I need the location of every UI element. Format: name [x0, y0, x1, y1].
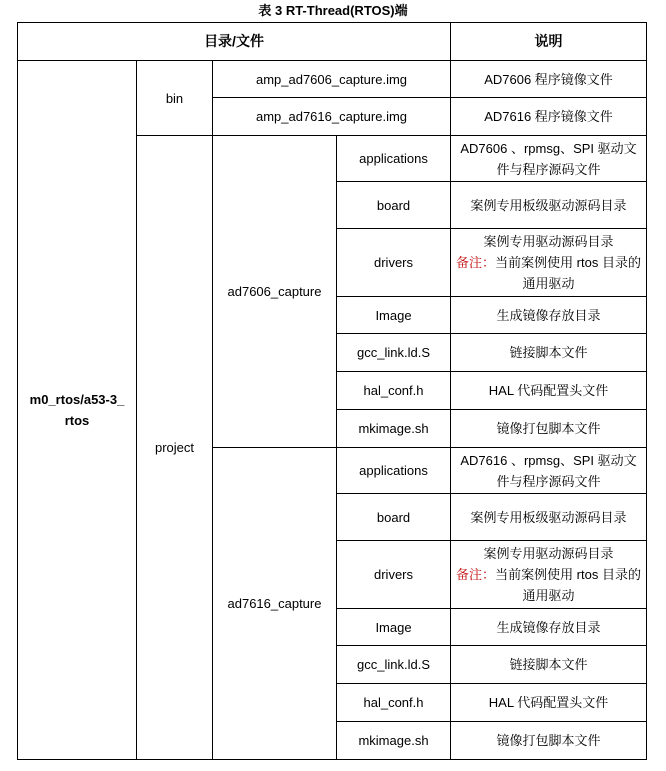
- item-name: drivers: [337, 229, 451, 297]
- item-desc: [451, 297, 647, 334]
- desc-note: [455, 564, 642, 606]
- item-name: drivers: [337, 541, 451, 609]
- item-name: board: [337, 494, 451, 541]
- item-desc: [451, 229, 647, 297]
- desc-text: 镜像打包脚本文件: [496, 733, 601, 748]
- desc-text: AD7616 、rpmsg、SPI 驱动文件与程序源码文件: [460, 452, 637, 489]
- table-row: [18, 61, 647, 98]
- desc-text: 案例专用板级驱动源码目录: [470, 197, 627, 213]
- item-desc: [451, 372, 647, 410]
- item-desc: [451, 609, 647, 646]
- desc-text: 案例专用板级驱动源码目录: [470, 509, 627, 525]
- item-desc: [451, 684, 647, 722]
- item-name: Image: [337, 609, 451, 646]
- desc-text: HAL 代码配置头文件: [488, 383, 609, 398]
- header-desc: 说明: [451, 23, 647, 61]
- bin-dir: bin: [137, 61, 213, 136]
- item-name: hal_conf.h: [337, 684, 451, 722]
- item-desc: [451, 722, 647, 760]
- item-desc: [451, 182, 647, 229]
- group-name: ad7616_capture: [213, 448, 337, 760]
- item-name: gcc_link.ld.S: [337, 334, 451, 372]
- item-desc: [451, 136, 647, 182]
- item-name: board: [337, 182, 451, 229]
- desc-text: 生成镜像存放目录: [496, 307, 601, 323]
- item-desc: [451, 448, 647, 494]
- header-dir: 目录/文件: [18, 23, 451, 61]
- item-desc: [451, 541, 647, 609]
- bin-file-desc: AD7606 程序镜像文件: [451, 61, 647, 98]
- desc-text: AD7606 、rpmsg、SPI 驱动文件与程序源码文件: [460, 140, 637, 177]
- desc-text: 案例专用驱动源码目录: [483, 234, 614, 249]
- desc-text: 生成镜像存放目录: [496, 619, 601, 635]
- group-name: ad7606_capture: [213, 136, 337, 448]
- project-dir: project: [137, 136, 213, 760]
- desc-text: 镜像打包脚本文件: [496, 421, 601, 436]
- item-name: gcc_link.ld.S: [337, 646, 451, 684]
- desc-text: 链接脚本文件: [509, 657, 588, 672]
- item-name: applications: [337, 448, 451, 494]
- note-label: 备注：: [456, 567, 496, 582]
- item-name: hal_conf.h: [337, 372, 451, 410]
- header-row: [18, 23, 647, 61]
- note-text: 当前案例使用 rtos 目录的通用驱动: [495, 567, 641, 603]
- root-dir: m0_rtos/a53-3_ rtos: [18, 61, 137, 760]
- note-label: 备注：: [456, 255, 496, 270]
- bin-file-name: amp_ad7616_capture.img: [213, 98, 451, 136]
- item-name: mkimage.sh: [337, 410, 451, 448]
- item-desc: [451, 410, 647, 448]
- bin-file-name: amp_ad7606_capture.img: [213, 61, 451, 98]
- item-desc: [451, 334, 647, 372]
- item-name: Image: [337, 297, 451, 334]
- directory-table: [17, 22, 647, 760]
- table-caption: 表 3 RT-Thread(RTOS)端: [258, 3, 408, 18]
- desc-text: 案例专用驱动源码目录: [483, 546, 614, 561]
- item-desc: [451, 646, 647, 684]
- item-desc: [451, 494, 647, 541]
- note-text: 当前案例使用 rtos 目录的通用驱动: [495, 255, 641, 291]
- desc-text: 链接脚本文件: [509, 345, 588, 360]
- item-name: applications: [337, 136, 451, 182]
- desc-text: HAL 代码配置头文件: [488, 695, 609, 710]
- item-name: mkimage.sh: [337, 722, 451, 760]
- bin-file-desc: AD7616 程序镜像文件: [451, 98, 647, 136]
- desc-note: [455, 252, 642, 294]
